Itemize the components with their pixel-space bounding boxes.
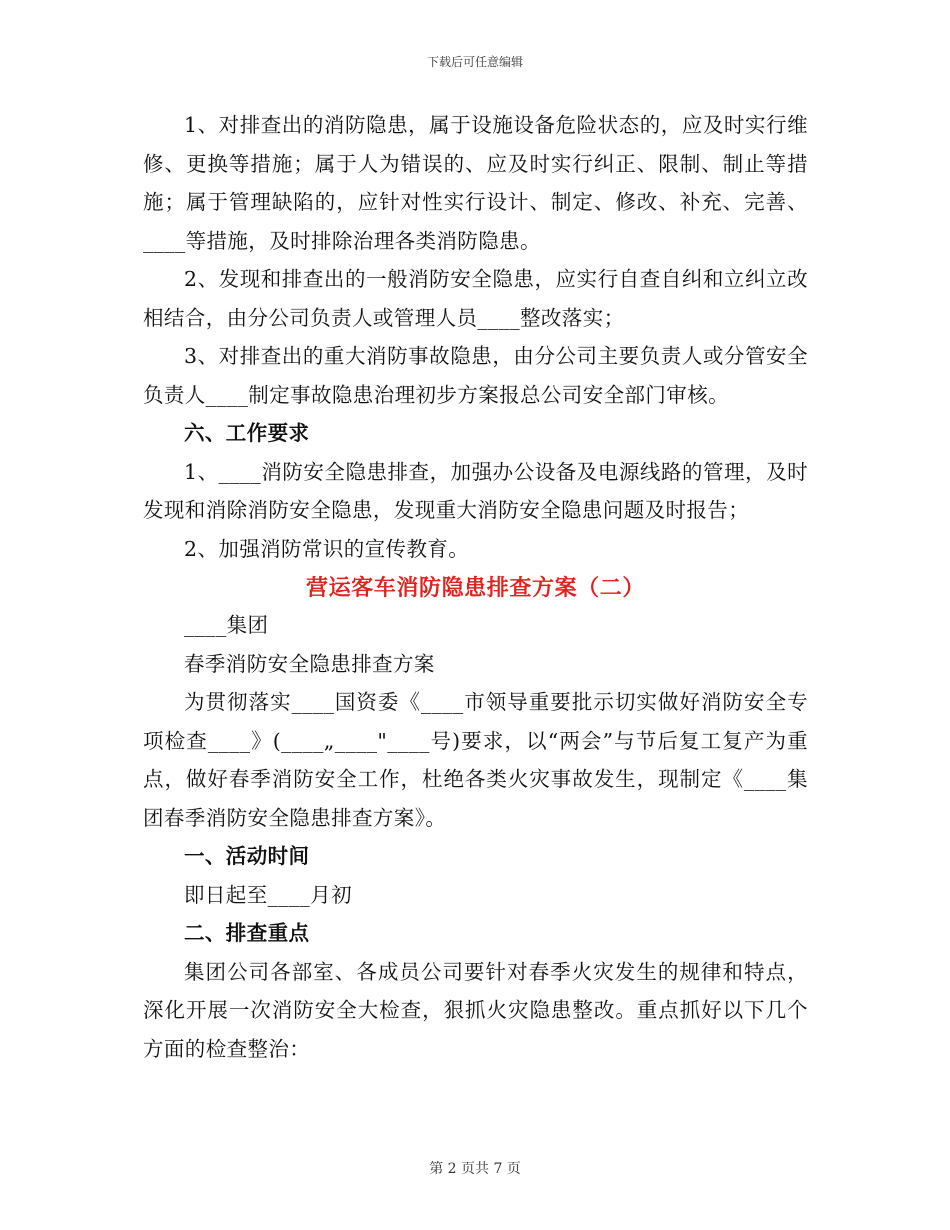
paragraph-activity-time: 即日起至____月初 xyxy=(184,882,352,907)
heading-activity-time: 一、活动时间 xyxy=(184,844,310,868)
page-header-note: 下载后可任意编辑 xyxy=(426,55,523,69)
heading-inspection-focus: 二、排查重点 xyxy=(184,921,310,945)
paragraph-inspection-focus: 集团公司各部室、各成员公司要针对春季火灾发生的规律和特点，深化开展一次消防安全大检查，狠抓火灾隐患整改。重点抓好以下几个方面的检查整治： xyxy=(143,959,808,1061)
paragraph-plan-name: 春季消防安全隐患排查方案 xyxy=(184,651,435,676)
paragraph-measures: 1、对排查出的消防隐患，属于设施设备危险状态的，应及时实行维修、更换等措施；属于人为错误的、应及时实行纠正、限制、制止等措施；属于管理缺陷的，应针对性实行设计、制定、修改、补充、完善、____等措施，及时排除治理各类消防隐患。 xyxy=(143,113,808,253)
heading-work-requirements: 六、工作要求 xyxy=(184,421,310,445)
document-body xyxy=(143,106,808,1068)
section-title: 营运客车消防隐患排查方案（二） xyxy=(305,575,645,601)
paragraph-general-hazards: 2、发现和排查出的一般消防安全隐患，应实行自查自纠和立纠立改相结合，由分公司负责人或管理人员____整改落实； xyxy=(143,267,808,330)
paragraph-requirement-1: 1、____消防安全隐患排查，加强办公设备及电源线路的管理，及时发现和消除消防安全隐患，发现重大消防安全隐患问题及时报告； xyxy=(143,459,808,522)
page-footer-number: 第 2 页共 7 页 xyxy=(429,1161,521,1177)
paragraph-introduction: 为贯彻落实____国资委《____市领导重要批示切实做好消防安全专项检查____》(____„____"____号)要求，以“两会”与节后复工复产为重点，做好春季消防安全工作，杜绝各类火灾事故发生，现制定《____集团春季消防安全隐患排查方案》。 xyxy=(143,690,808,830)
paragraph-requirement-2: 2、加强消防常识的宣传教育。 xyxy=(184,536,470,561)
paragraph-group-name: ____集团 xyxy=(184,613,269,637)
paragraph-major-hazards: 3、对排查出的重大消防事故隐患，由分公司主要负责人或分管安全负责人____制定事故隐患治理初步方案报总公司安全部门审核。 xyxy=(143,344,808,407)
